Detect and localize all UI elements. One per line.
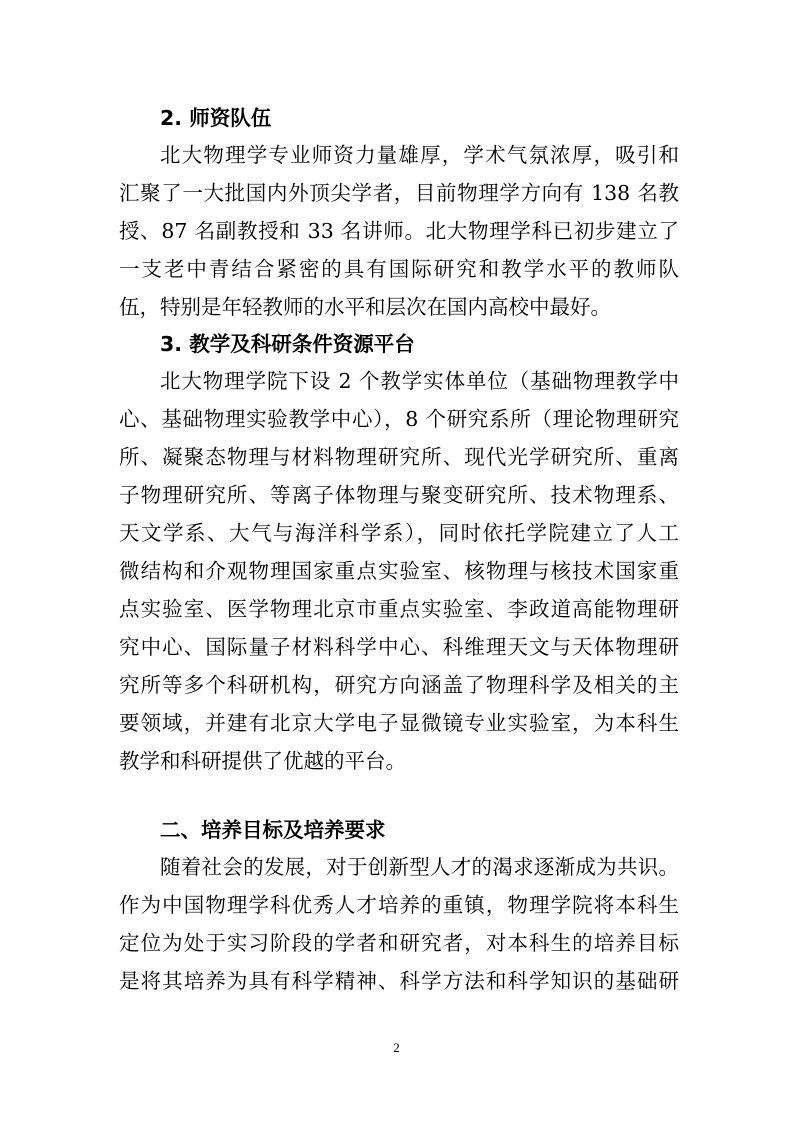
paragraph-line: 汇聚了一大批国内外顶尖学者，目前物理学方向有 138 名教 (119, 181, 679, 205)
section-heading-resources: 3. 教学及科研条件资源平台 (160, 332, 415, 356)
paragraph-line: 究所等多个科研机构，研究方向涵盖了物理科学及相关的主 (119, 673, 679, 697)
paragraph-line: 北大物理学院下设 2 个教学实体单位（基础物理教学中 (160, 369, 679, 393)
paragraph-line: 随着社会的发展，对于创新型人才的渴求逐渐成为共识。 (160, 855, 679, 879)
paragraph-line: 一支老中青结合紧密的具有国际研究和教学水平的教师队 (119, 257, 679, 281)
paragraph-line: 教学和科研提供了优越的平台。 (119, 749, 406, 773)
paragraph-line: 伍，特别是年轻教师的水平和层次在国内高校中最好。 (119, 295, 611, 319)
paragraph-line: 所、凝聚态物理与材料物理研究所、现代光学研究所、重离 (119, 445, 679, 469)
paragraph-line: 点实验室、医学物理北京市重点实验室、李政道高能物理研 (119, 597, 679, 621)
paragraph-line: 微结构和介观物理国家重点实验室、核物理与核技术国家重 (119, 559, 679, 583)
paragraph-line: 要领域，并建有北京大学电子显微镜专业实验室，为本科生 (119, 711, 679, 735)
paragraph-line: 是将其培养为具有科学精神、科学方法和科学知识的基础研 (119, 969, 679, 993)
paragraph-line: 心、基础物理实验教学中心），8 个研究系所（理论物理研究 (119, 407, 679, 431)
chapter-heading-training-goals: 二、培养目标及培养要求 (160, 818, 386, 842)
section-heading-faculty: 2. 师资队伍 (160, 106, 272, 130)
paragraph-line: 定位为处于实习阶段的学者和研究者，对本科生的培养目标 (119, 931, 679, 955)
paragraph-line: 北大物理学专业师资力量雄厚，学术气氛浓厚，吸引和 (160, 143, 679, 167)
paragraph-line: 授、87 名副教授和 33 名讲师。北大物理学科已初步建立了 (119, 219, 679, 243)
paragraph-line: 作为中国物理学科优秀人才培养的重镇，物理学院将本科生 (119, 893, 679, 917)
paragraph-line: 天文学系、大气与海洋科学系），同时依托学院建立了人工 (119, 521, 679, 545)
paragraph-line: 究中心、国际量子材料科学中心、科维理天文与天体物理研 (119, 635, 679, 659)
paragraph-line: 子物理研究所、等离子体物理与聚变研究所、技术物理系、 (119, 483, 679, 507)
page-number: 2 (393, 1040, 400, 1055)
